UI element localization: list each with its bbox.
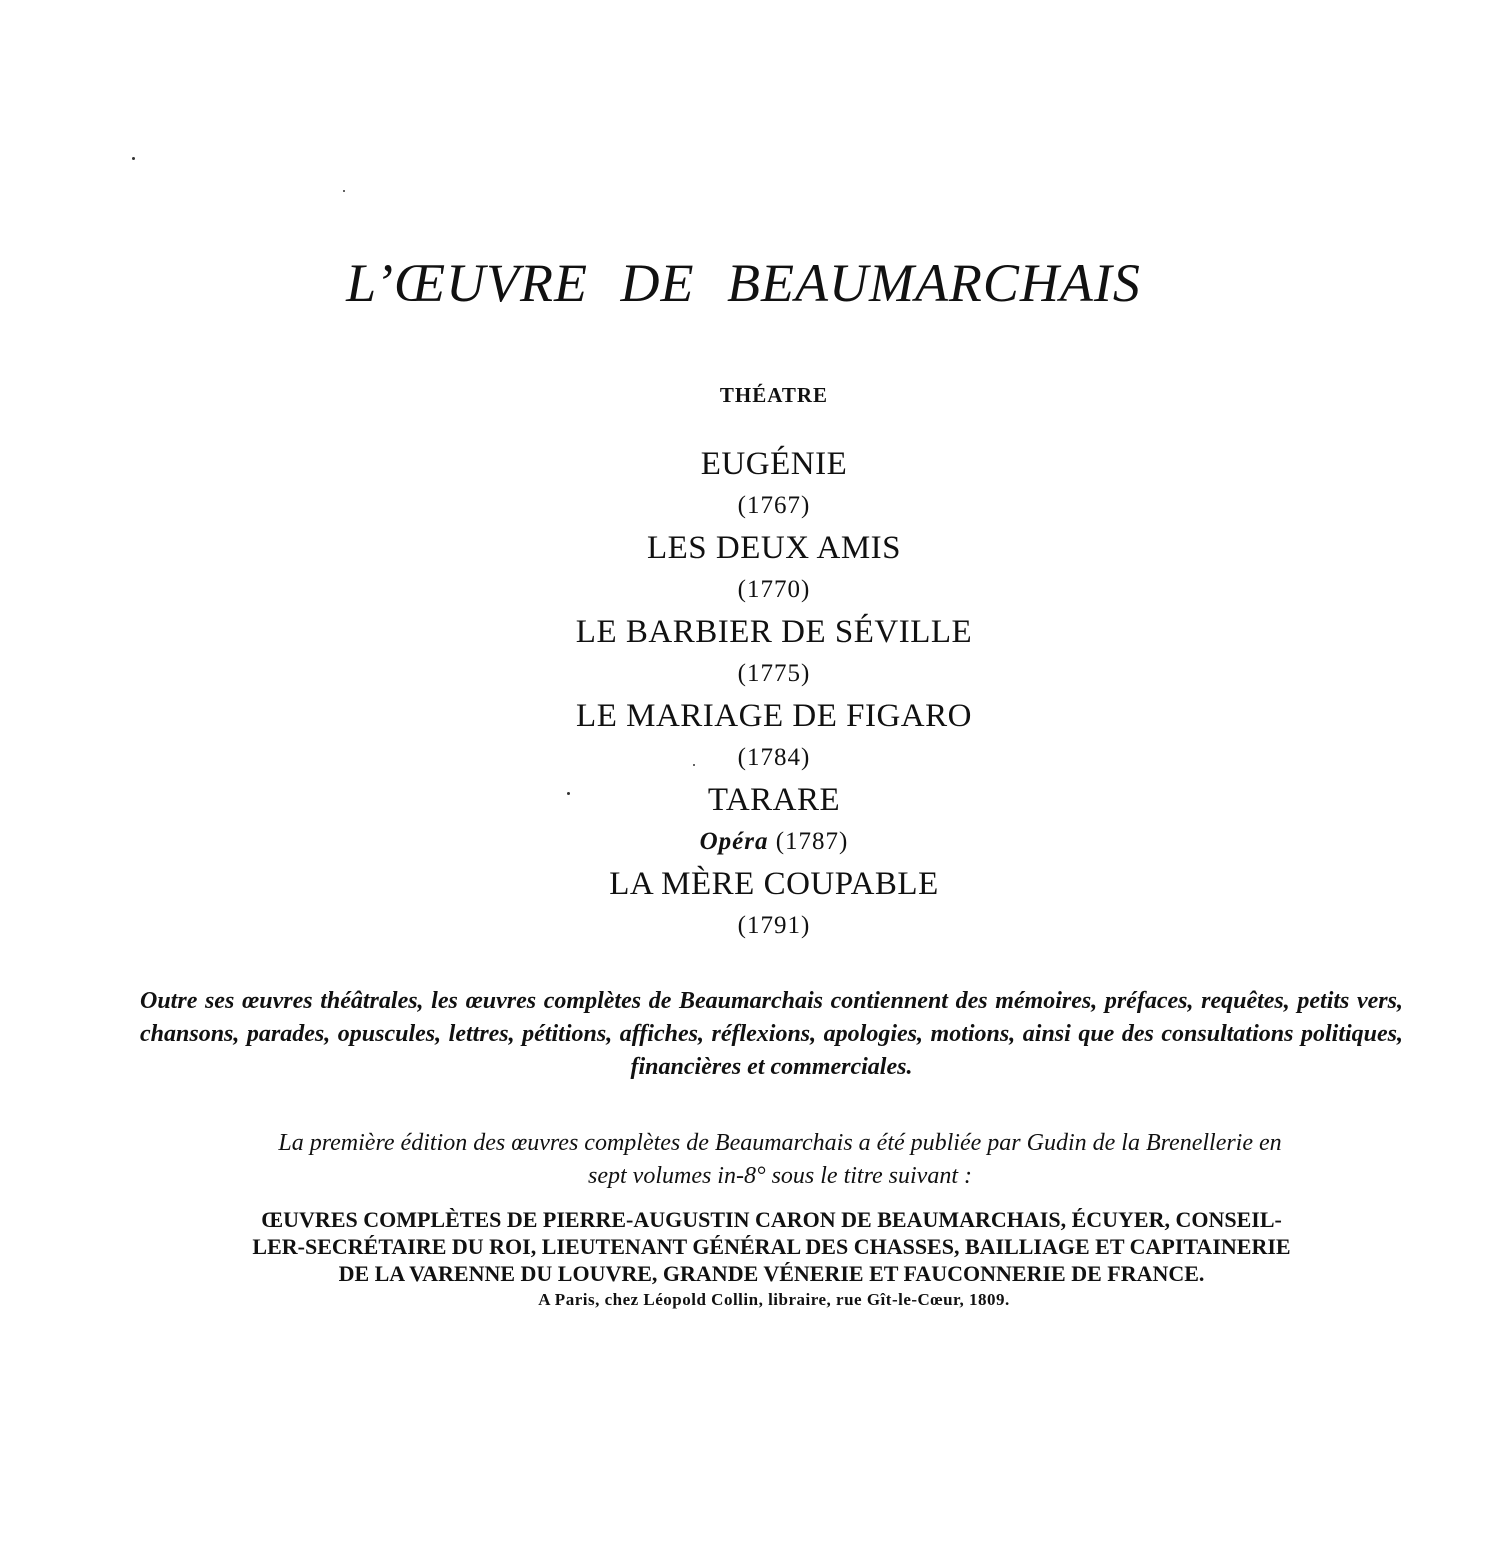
- print-speck: [343, 190, 345, 192]
- note-contents: Outre ses œuvres théâtrales, les œuvres complètes de Beaumarchais contiennent des mémoires, préfaces, requêtes, petits vers, chansons, parades, opuscules, lettres, pétitions, affiches, réflexions, apologies, motions, ainsi que des consultations politiques, financières et commerciales.: [140, 988, 1403, 1080]
- work-title: LE BARBIER DE SÉVILLE: [575, 614, 973, 650]
- work-title: LE MARIAGE DE FIGARO: [576, 698, 972, 734]
- print-speck: [132, 157, 135, 160]
- work-date: (1770): [737, 576, 811, 603]
- work-date: (1784): [737, 744, 811, 771]
- work-date: (1775): [737, 660, 811, 687]
- work-entry: [0, 696, 1487, 780]
- edition-imprint: A Paris, chez Léopold Collin, libraire, rue Gît-le-Cœur, 1809.: [538, 1290, 1010, 1309]
- work-title: TARARE: [707, 782, 841, 818]
- edition-title-line: DE LA VARENNE DU LOUVRE, GRANDE VÉNERIE ET FAUCONNERIE DE FRANCE.: [338, 1261, 1205, 1286]
- work-entry: [0, 864, 1487, 948]
- work-entry: [0, 612, 1487, 696]
- work-date: (1791): [737, 912, 811, 939]
- work-title: LA MÈRE COUPABLE: [609, 866, 939, 902]
- work-entry: [0, 528, 1487, 612]
- work-title: LES DEUX AMIS: [646, 530, 902, 566]
- note-first-edition: [200, 1127, 1360, 1193]
- work-date: (1767): [737, 492, 811, 519]
- section-heading-theatre: THÉATRE: [719, 383, 829, 407]
- page-title: L’ŒUVRE DE BEAUMARCHAIS: [346, 253, 1141, 313]
- note-first-edition-line: La première édition des œuvres complètes de Beaumarchais a été publiée par Gudin de la Brenellerie en: [278, 1130, 1282, 1156]
- work-genre: Opéra: [699, 828, 769, 855]
- work-date: (1787): [775, 828, 849, 855]
- edition-full-title: [140, 1206, 1403, 1287]
- edition-title-line: LER-SECRÉTAIRE DU ROI, LIEUTENANT GÉNÉRAL DES CHASSES, BAILLIAGE ET CAPITAINERIE: [252, 1234, 1291, 1259]
- note-first-edition-line: sept volumes in-8° sous le titre suivant :: [588, 1163, 972, 1189]
- work-date-line: [0, 820, 1487, 864]
- works-list: [0, 444, 1487, 948]
- edition-title-line: ŒUVRES COMPLÈTES DE PIERRE-AUGUSTIN CARON DE BEAUMARCHAIS, ÉCUYER, CONSEIL-: [261, 1207, 1282, 1232]
- work-entry: [0, 780, 1487, 864]
- work-entry: [0, 444, 1487, 528]
- work-title: EUGÉNIE: [700, 446, 848, 482]
